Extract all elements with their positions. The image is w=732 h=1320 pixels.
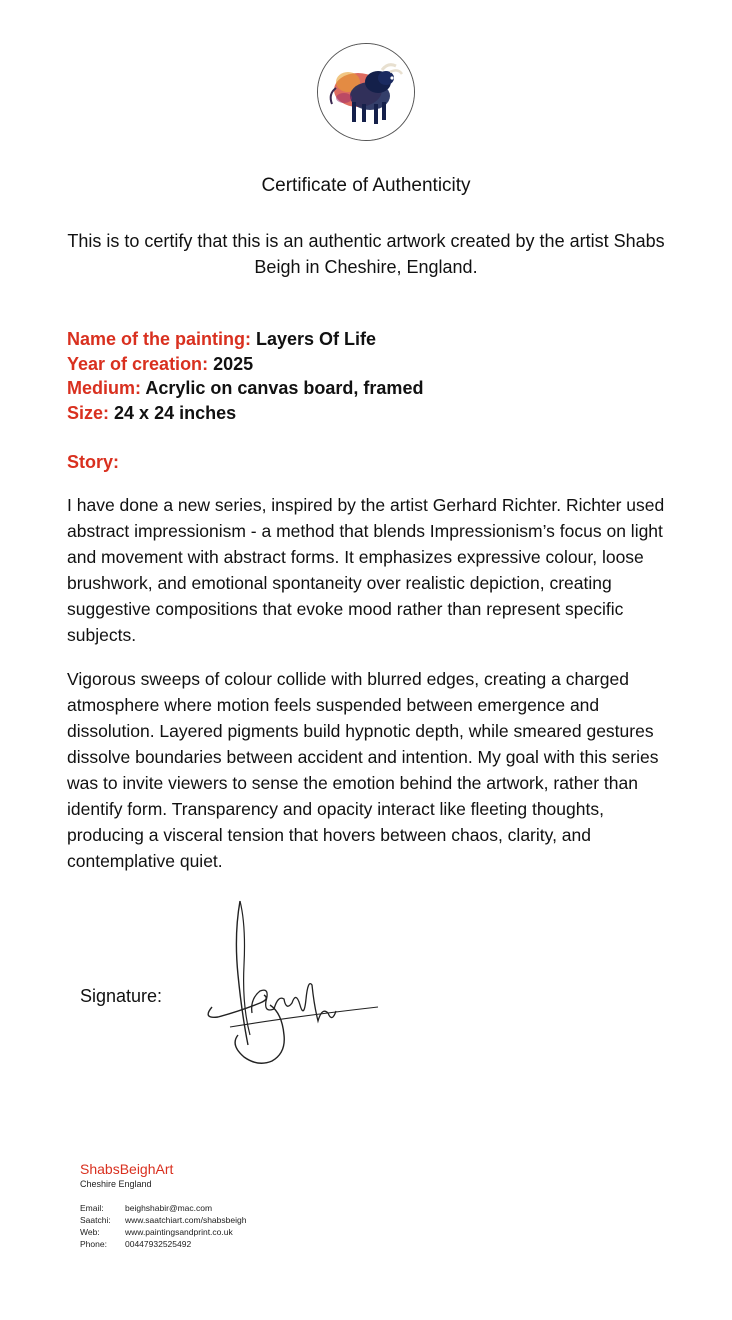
footer-brand: ShabsBeighArt xyxy=(80,1161,174,1177)
contact-web xyxy=(80,1226,380,1238)
story-paragraph: I have done a new series, inspired by the artist Gerhard Richter. Richter used abstract impressionism - a method that blends Impressionism’s focus on light and movement with abstract forms. It emphasizes expressive colour, loose brushwork, and emotional spontaneity over realistic depiction, creating suggestive compositions that evoke mood rather than represent specific subjects. xyxy=(67,495,665,645)
story-heading: Story: xyxy=(67,452,120,472)
contact-label: Web: xyxy=(80,1227,100,1237)
detail-value: 2025 xyxy=(213,353,254,374)
story-text xyxy=(67,492,667,892)
contact-email xyxy=(80,1202,380,1214)
detail-separator: : xyxy=(103,402,115,423)
handwritten-signature xyxy=(200,895,385,1075)
contact-label: Email: xyxy=(80,1203,104,1213)
detail-separator: : xyxy=(202,353,214,374)
contact-label: Phone: xyxy=(80,1239,107,1249)
artwork-details xyxy=(67,327,687,425)
detail-label: Size xyxy=(67,402,104,423)
contact-saatchi xyxy=(80,1214,380,1226)
footer-location: Cheshire England xyxy=(80,1179,152,1189)
detail-value: Layers Of Life xyxy=(256,329,377,349)
detail-painting-name xyxy=(67,327,687,352)
contact-label: Saatchi: xyxy=(80,1215,111,1225)
detail-label: Year of creation xyxy=(67,353,203,374)
signature-label: Signature: xyxy=(80,986,163,1006)
detail-value: Acrylic on canvas board, framed xyxy=(145,378,424,398)
story-paragraph: Vigorous sweeps of colour collide with blurred edges, creating a charged atmosphere where motion feels suspended between emergence and dissolution. Layered pigments build hypnotic depth, while smeared gestures dissolve boundaries between accident and intention. My goal with this series was to invite viewers to sense the emotion behind the artwork, rather than identify form. Transparency and opacity interact like fleeting thoughts, producing a visceral tension that hovers between chaos, clarity, and contemplative quiet. xyxy=(67,669,659,871)
contact-value: 00447932525492 xyxy=(125,1239,192,1249)
detail-label: Medium: xyxy=(67,378,141,398)
detail-separator: : xyxy=(245,329,257,349)
bull-painting-icon xyxy=(317,43,415,141)
detail-label: Name of the painting xyxy=(67,329,246,349)
intro-statement: This is to certify that this is an authentic artwork created by the artist Shabs Beigh in Cheshire, England. xyxy=(67,231,665,277)
certificate-title: Certificate of Authenticity xyxy=(261,175,471,196)
contact-value: www.saatchiart.com/shabsbeigh xyxy=(125,1215,247,1225)
contact-value: beighshabir@mac.com xyxy=(125,1203,213,1213)
detail-size xyxy=(67,401,687,426)
contact-phone xyxy=(80,1238,380,1250)
contact-value: www.paintingsandprint.co.uk xyxy=(125,1227,233,1237)
detail-value: 24 x 24 inches xyxy=(114,402,237,423)
footer-contact xyxy=(80,1160,380,1250)
contact-list xyxy=(80,1202,380,1250)
detail-year xyxy=(67,352,687,377)
detail-medium xyxy=(67,376,687,401)
